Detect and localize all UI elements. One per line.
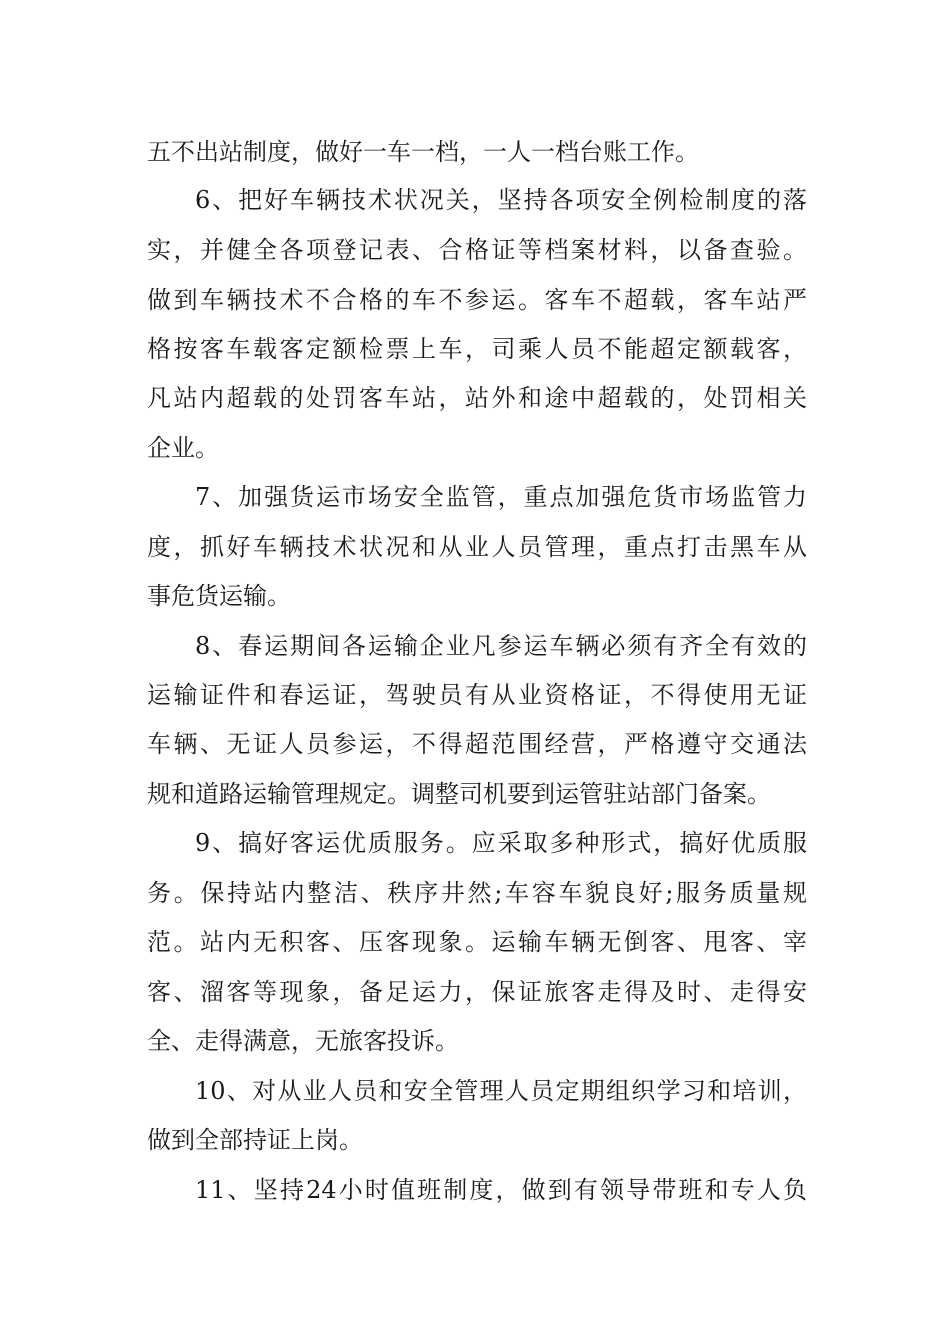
text-line: 全、走得满意，无旅客投诉。 [147,1027,459,1055]
text-line: 规和道路运输管理规定。调整司机要到运管驻站部门备案。 [147,780,771,808]
paragraph-9-first-line: 9、搞好客运优质服务。应采取多种形式，搞好优质服 [195,829,807,857]
text-line: 凡站内超载的处罚客车站，站外和途中超载的，处罚相关 [147,384,807,412]
text-line: 五不出站制度，做好一车一档，一人一档台账工作。 [147,138,699,166]
paragraph-10-first-line: 10、对从业人员和安全管理人员定期组织学习和培训， [195,1077,807,1105]
text-line: 企业。 [147,434,219,462]
text-line: 事危货运输。 [147,582,291,610]
text-line: 度，抓好车辆技术状况和从业人员管理，重点打击黑车从 [147,533,807,561]
text-line: 车辆、无证人员参运，不得超范围经营，严格遵守交通法 [147,730,807,758]
text-line: 范。站内无积客、压客现象。运输车辆无倒客、甩客、宰 [147,928,807,956]
paragraph-8-first-line: 8、春运期间各运输企业凡参运车辆必须有齐全有效的 [195,632,807,660]
text-line: 客、溜客等现象，备足运力，保证旅客走得及时、走得安 [147,978,807,1006]
text-line: 做到车辆技术不合格的车不参运。客车不超载，客车站严 [147,286,807,314]
text-line: 务。保持站内整洁、秩序井然;车容车貌良好;服务质量规 [147,879,807,907]
text-line: 格按客车载客定额检票上车，司乘人员不能超定额载客， [147,335,807,363]
paragraph-7-first-line: 7、加强货运市场安全监管，重点加强危货市场监管力 [195,483,807,511]
text-line: 做到全部持证上岗。 [147,1126,363,1154]
paragraph-6-first-line: 6、把好车辆技术状况关，坚持各项安全例检制度的落 [195,186,807,214]
text-line: 实，并健全各项登记表、合格证等档案材料，以备查验。 [147,236,807,264]
text-line: 运输证件和春运证，驾驶员有从业资格证，不得使用无证 [147,681,807,709]
paragraph-11-first-line: 11、坚持24小时值班制度，做到有领导带班和专人负 [195,1176,807,1204]
